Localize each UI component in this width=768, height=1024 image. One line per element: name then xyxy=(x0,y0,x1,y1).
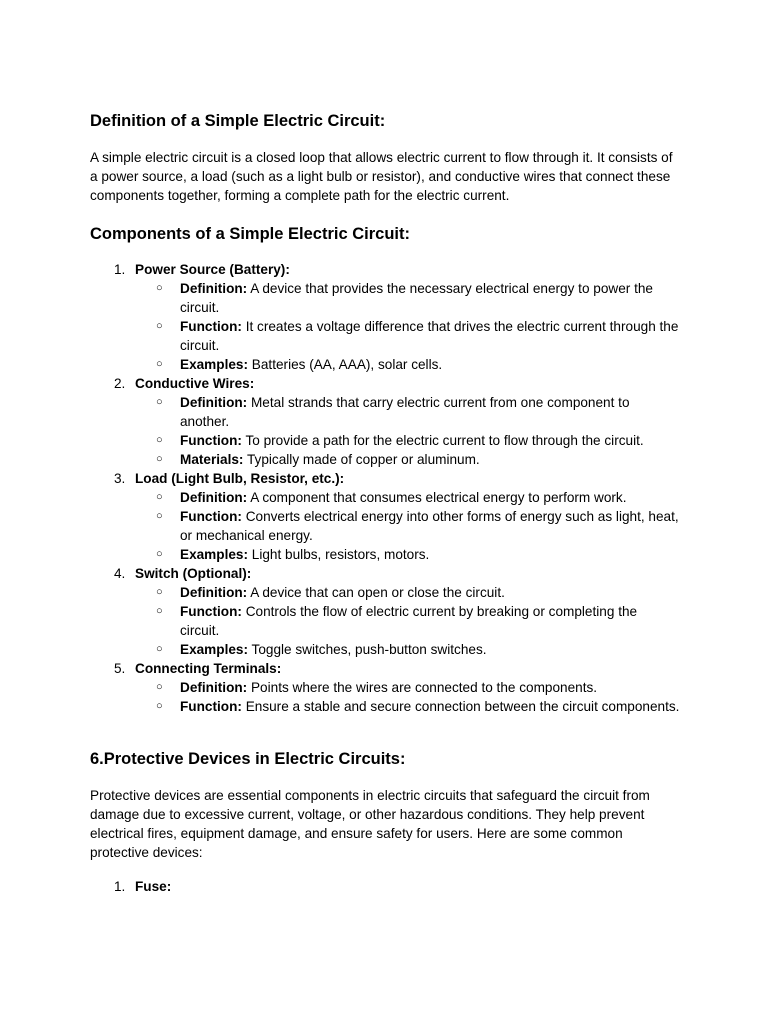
hollow-bullet-icon: ○ xyxy=(156,643,163,655)
sub-list-item xyxy=(135,697,680,716)
hollow-bullet-icon: ○ xyxy=(156,358,163,370)
sub-item-label: Examples: xyxy=(180,357,249,372)
hollow-bullet-icon: ○ xyxy=(156,510,163,522)
sub-item-text: A device that provides the necessary electrical energy to power the circuit. xyxy=(180,281,653,315)
hollow-bullet-icon: ○ xyxy=(156,434,163,446)
sub-list xyxy=(135,488,680,564)
sub-list xyxy=(135,678,680,716)
sub-list-item xyxy=(135,507,680,545)
sub-list-item xyxy=(135,678,680,697)
hollow-bullet-icon: ○ xyxy=(156,453,163,465)
list-item xyxy=(90,659,680,716)
sub-item-label: Definition: xyxy=(180,490,248,505)
sub-item-label: Definition: xyxy=(180,680,248,695)
section-heading-protective-devices: 6.Protective Devices in Electric Circuits: xyxy=(90,750,406,768)
sub-item-text: Metal strands that carry electric current from one component to another. xyxy=(180,395,630,429)
sub-list-item xyxy=(135,602,680,640)
sub-item-label: Examples: xyxy=(180,547,249,562)
sub-item-text: Points where the wires are connected to the components. xyxy=(250,680,598,695)
sub-item-label: Function: xyxy=(180,433,242,448)
list-item xyxy=(90,564,680,659)
definition-paragraph: A simple electric circuit is a closed loop that allows electric current to flow through it. It consists of a power source, a load (such as a light bulb or resistor), and conductive wires that connect these components together, forming a complete path for the electric current. xyxy=(90,150,673,203)
sub-item-label: Definition: xyxy=(180,585,248,600)
sub-item-text: A device that can open or close the circuit. xyxy=(250,585,505,600)
section-heading-definition: Definition of a Simple Electric Circuit: xyxy=(90,112,386,130)
sub-list-item xyxy=(135,450,680,469)
sub-item-label: Definition: xyxy=(180,281,248,296)
hollow-bullet-icon: ○ xyxy=(156,605,163,617)
item-number: 1. xyxy=(114,262,126,277)
sub-item-label: Function: xyxy=(180,604,242,619)
item-number: 5. xyxy=(114,661,126,676)
sub-list-item xyxy=(135,488,680,507)
section-heading-components: Components of a Simple Electric Circuit: xyxy=(90,225,410,243)
sub-item-label: Function: xyxy=(180,509,242,524)
sub-item-label: Definition: xyxy=(180,395,248,410)
item-title: Connecting Terminals: xyxy=(135,661,282,676)
sub-item-text: Typically made of copper or aluminum. xyxy=(247,452,480,467)
sub-item-text: It creates a voltage difference that drives the electric current through the circuit. xyxy=(180,319,679,353)
hollow-bullet-icon: ○ xyxy=(156,320,163,332)
sub-list-item xyxy=(135,393,680,431)
sub-list-item xyxy=(135,545,680,564)
hollow-bullet-icon: ○ xyxy=(156,396,163,408)
item-title: Conductive Wires: xyxy=(135,376,255,391)
sub-item-text: Toggle switches, push-button switches. xyxy=(251,642,487,657)
item-number: 3. xyxy=(114,471,126,486)
item-title: Load (Light Bulb, Resistor, etc.): xyxy=(135,471,345,486)
sub-item-text: To provide a path for the electric current to flow through the circuit. xyxy=(245,433,644,448)
sub-list-item xyxy=(135,355,680,374)
hollow-bullet-icon: ○ xyxy=(156,548,163,560)
protective-devices-list xyxy=(90,877,680,896)
components-list xyxy=(90,260,680,716)
list-item xyxy=(90,260,680,374)
hollow-bullet-icon: ○ xyxy=(156,586,163,598)
list-item xyxy=(90,469,680,564)
item-title: Fuse: xyxy=(135,879,172,894)
sub-list-item xyxy=(135,431,680,450)
sub-list-item xyxy=(135,317,680,355)
item-title: Power Source (Battery): xyxy=(135,262,290,277)
sub-list-item xyxy=(135,640,680,659)
item-number: 4. xyxy=(114,566,126,581)
hollow-bullet-icon: ○ xyxy=(156,282,163,294)
sub-item-text: Light bulbs, resistors, motors. xyxy=(251,547,430,562)
sub-item-label: Function: xyxy=(180,319,242,334)
protective-devices-paragraph: Protective devices are essential components in electric circuits that safeguard the circuit from damage due to excessive current, voltage, or other hazardous conditions. They help prevent electrical fires, equipment damage, and ensure safety for users. Here are some common protective devices: xyxy=(90,788,650,860)
sub-item-text: Controls the flow of electric current by breaking or completing the circuit. xyxy=(180,604,638,638)
sub-item-text: A component that consumes electrical energy to perform work. xyxy=(250,490,627,505)
sub-list-item xyxy=(135,583,680,602)
sub-list xyxy=(135,393,680,469)
sub-list-item xyxy=(135,279,680,317)
item-title: Switch (Optional): xyxy=(135,566,252,581)
sub-item-label: Examples: xyxy=(180,642,249,657)
sub-item-text: Batteries (AA, AAA), solar cells. xyxy=(251,357,443,372)
sub-item-label: Materials: xyxy=(180,452,244,467)
sub-item-text: Converts electrical energy into other forms of energy such as light, heat, or mechanical energy. xyxy=(180,509,679,543)
hollow-bullet-icon: ○ xyxy=(156,491,163,503)
list-item xyxy=(90,877,680,896)
sub-item-label: Function: xyxy=(180,699,242,714)
sub-list xyxy=(135,583,680,659)
sub-item-text: Ensure a stable and secure connection between the circuit components. xyxy=(245,699,680,714)
list-item xyxy=(90,374,680,469)
hollow-bullet-icon: ○ xyxy=(156,700,163,712)
item-number: 2. xyxy=(114,376,126,391)
hollow-bullet-icon: ○ xyxy=(156,681,163,693)
item-number: 1. xyxy=(114,879,126,894)
sub-list xyxy=(135,279,680,374)
